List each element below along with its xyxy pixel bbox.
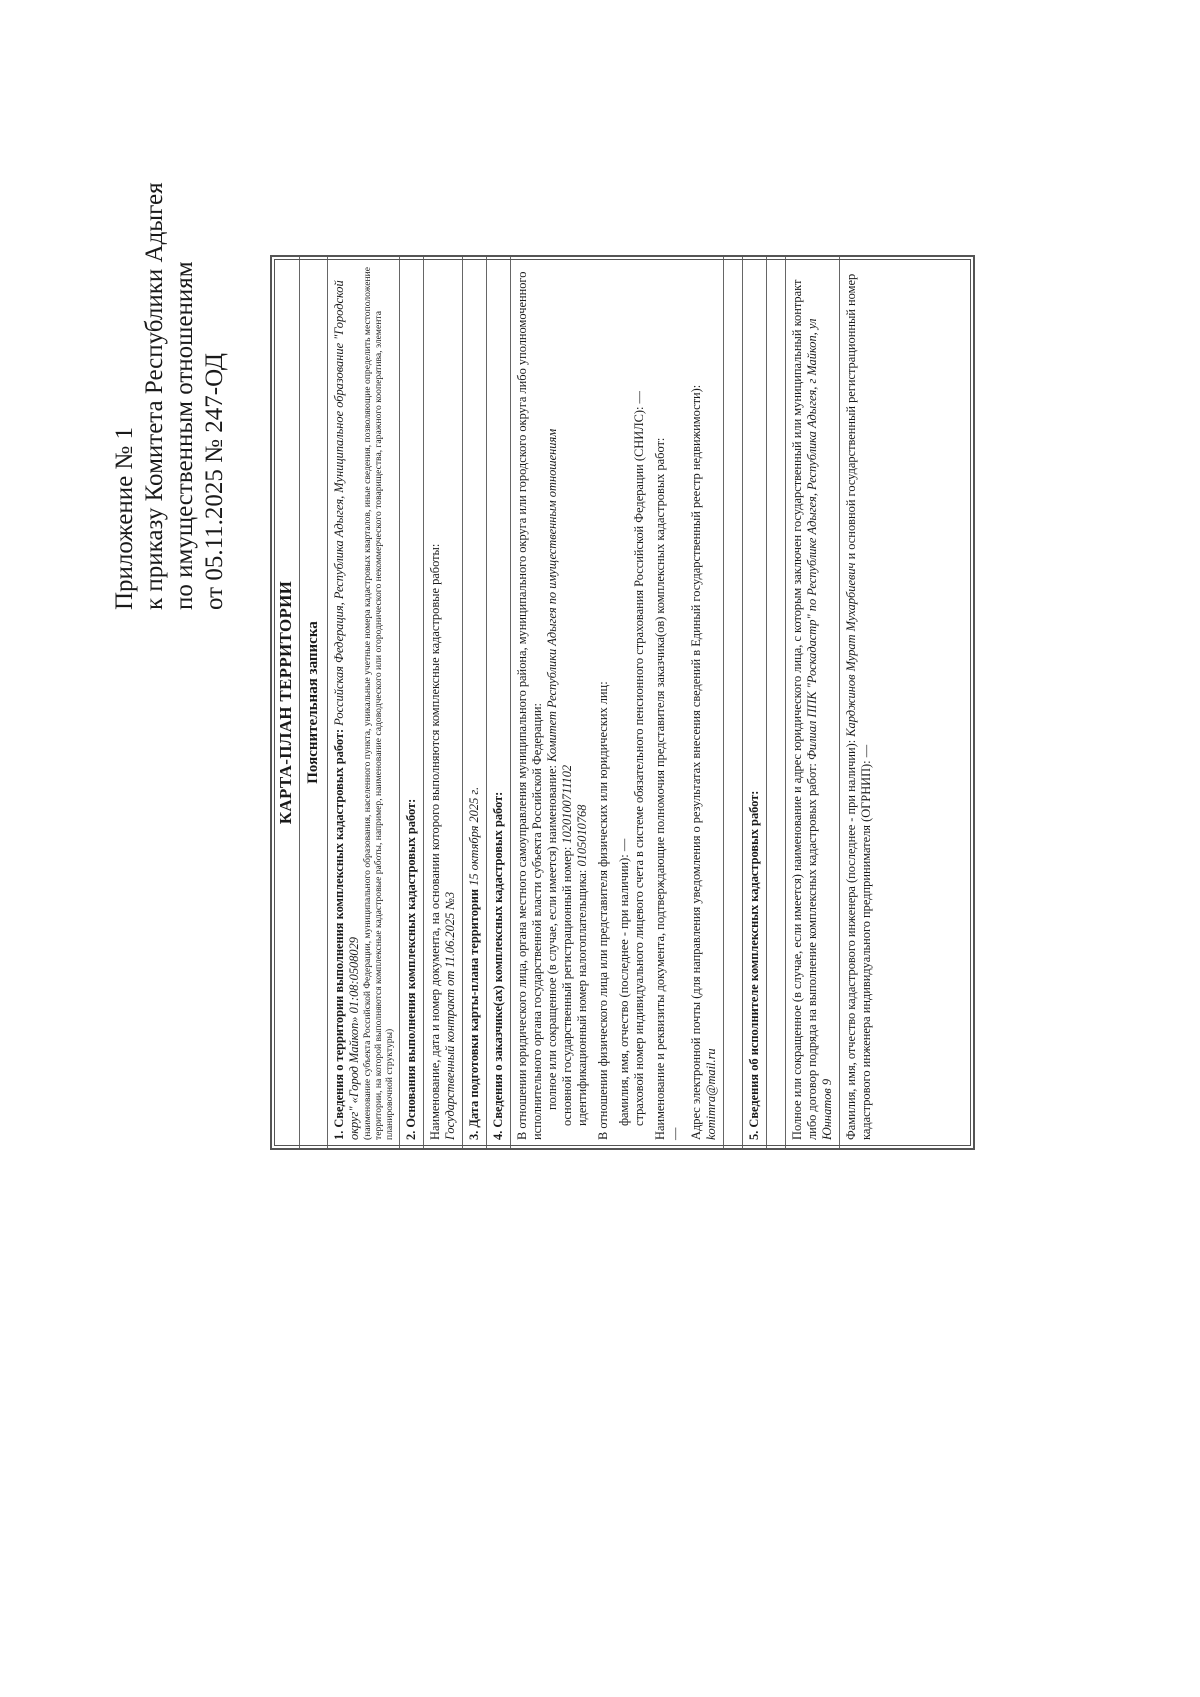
appendix-number: Приложение № 1 — [111, 426, 138, 610]
appendix-order-line: к приказу Комитета Республики Адыгея — [141, 182, 168, 610]
basis-document-label: Наименование, дата и номер документа, на основании которого выполняются комплексные кадастровые работы: — [428, 543, 442, 1140]
territory-value: Российская Федерация, Республика Адыгея, Муниципальное образование "Городской округ" «Город Майкоп» 01:08:0508029 — [332, 280, 361, 1140]
basis-document-value: Государственный контракт от 11.06.2025 №3 — [443, 891, 457, 1140]
customer-snils-value: — — [632, 391, 646, 404]
customer-fio-value: — — [617, 838, 631, 852]
section-1-heading: 1. Сведения о территории выполнения комплексных кадастровых работ: — [332, 728, 346, 1140]
customer-ogrn-value: 1020100711102 — [560, 764, 574, 844]
territory-note: (наименование субъекта Российской Федерации, муниципального образования, населенного пункта, уникальные учетные номера кадастровых кварталов, иные сведения, позволяющие определить местоположение территории, на которой выполняются комплексные кадастровые работы, например, наименование садоводческого или огороднического некоммерческого товарищества, гаражного кооператива, элемента планировочной структуры) — [362, 266, 395, 1140]
engineer-label: Фамилия, имя, отчество кадастрового инженера (последнее - при наличии): — [844, 739, 858, 1140]
section-contractor — [786, 257, 840, 1148]
section-engineer — [840, 257, 878, 1148]
ogrnip-label: и основной государственный регистрационный номер кадастрового инженера индивидуального предпринимателя (ОГРНИП): — [844, 273, 873, 1140]
email-value: komimra@mail.ru — [704, 1048, 718, 1140]
section-basis — [400, 257, 424, 1148]
section-customer — [511, 257, 724, 1148]
customer-name-label: полное или сокращенное (в случае, если имеется) наименование: — [545, 765, 559, 1110]
contractor-label: Полное или сокращенное (в случае, если имеется) наименование и адрес юридического лица, с которым заключен государственный или муниципальный контракт либо договор подряда на выполнение комплексных кадастровых работ: — [790, 279, 819, 1140]
email-label: Адрес электронной почты (для направления уведомления о результатах внесения сведений в Единый государственный реестр недвижимости): — [689, 384, 703, 1140]
customer-snils-label: страховой номер индивидуального лицевого счета в системе обязательного пенсионного страхования Российской Федерации (СНИЛС): — [632, 406, 646, 1126]
section-3-heading: 3. Дата подготовки карты-плана территории — [467, 888, 481, 1140]
authority-document-label: Наименование и реквизиты документа, подтверждающие полномочия представителя заказчика(ов) комплексных кадастровых работ: — [653, 437, 667, 1140]
authority-document-value: — — [668, 1127, 682, 1140]
section-2-heading: 2. Основания выполнения комплексных кадастровых работ: — [404, 798, 418, 1140]
section-customer-heading-row — [487, 257, 511, 1148]
section-5-heading: 5. Сведения об исполнителе комплексных кадастровых работ: — [747, 790, 761, 1140]
form-subtitle: Пояснительная записка — [300, 257, 328, 1148]
ogrnip-value: — — [859, 744, 873, 758]
section-territory — [328, 257, 400, 1148]
customer-fio-label: фамилия, имя, отчество (последнее - при наличии): — [617, 854, 631, 1126]
basis-document — [424, 257, 463, 1148]
legal-entity-intro: В отношении юридического лица, органа местного самоуправления муниципального района, муниципального округа или городского округа либо уполномоченного исполнительного органа государственной власти субъекта Российской Федерации: — [515, 271, 544, 1140]
preparation-date-value: 15 октября 2025 г. — [467, 786, 481, 886]
customer-ogrn-label: основной государственный регистрационный номер: — [560, 846, 574, 1126]
section-contractor-heading-row — [743, 257, 767, 1148]
engineer-value: Карджинов Мурат Мухарбиевич — [844, 562, 858, 737]
section-4-heading: 4. Сведения о заказчике(ах) комплексных кадастровых работ: — [491, 791, 505, 1140]
customer-inn-value: 0105010768 — [575, 804, 589, 867]
customer-inn-label: идентификационный номер налогоплательщика: — [575, 869, 589, 1126]
contractor-value: Филиал ППК "Роскадастр" по Республике Адыгея, Республика Адыгея, г Майкоп, ул Юннатов 9 — [805, 318, 834, 1140]
form-title: КАРТА-ПЛАН ТЕРРИТОРИИ — [272, 257, 300, 1148]
appendix-date-line: от 05.11.2025 № 247-ОД — [201, 353, 228, 610]
section-date — [463, 257, 487, 1148]
appendix-committee-line: по имущественным отношениям — [171, 261, 198, 610]
appendix-header — [110, 70, 230, 610]
territory-map-plan-form — [270, 255, 975, 1150]
physical-person-intro: В отношении физического лица или представителя физических или юридических лиц: — [596, 681, 610, 1140]
customer-name-value: Комитет Республики Адыгея по имущественным отношениям — [545, 428, 559, 762]
